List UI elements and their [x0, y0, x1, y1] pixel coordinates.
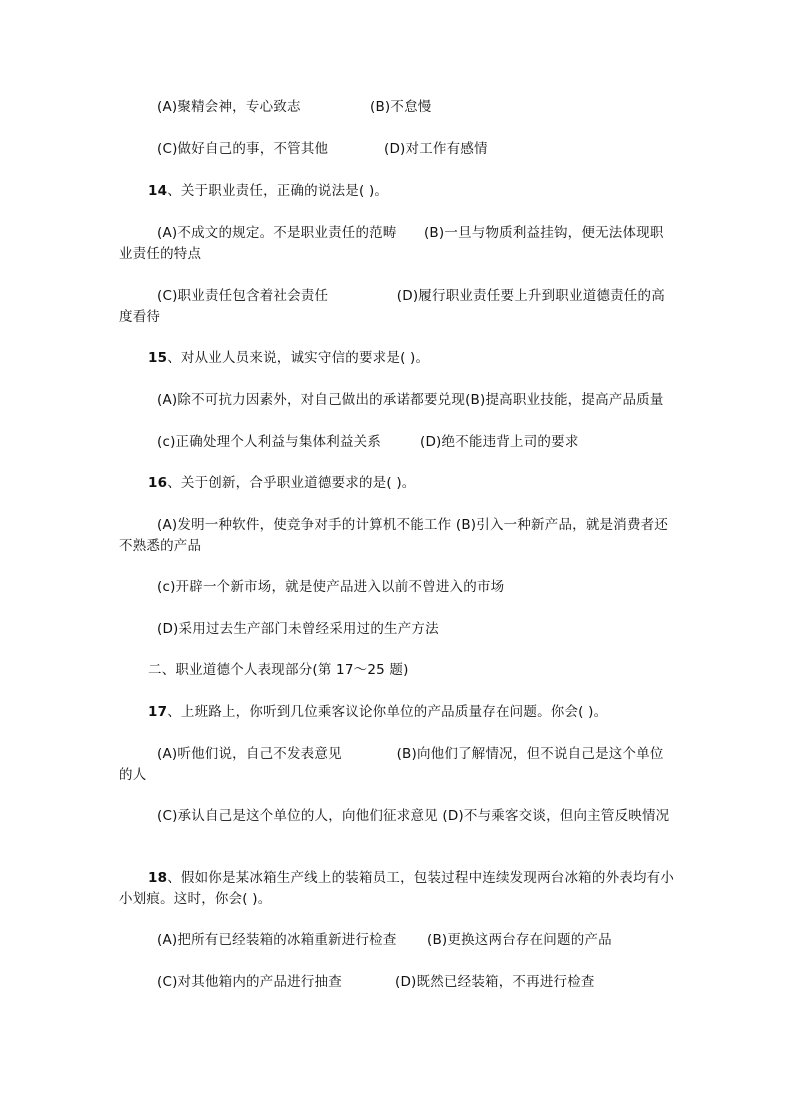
q16-options-ab: (A)发明一种软件，使竞争对手的计算机不能工作 (B)引入一种新产品，就是消费者还不熟悉的产品	[119, 517, 669, 554]
q14-options-ab: (A)不成文的规定。不是职业责任的范畴 (B)一旦与物质利益挂钩，便无法体现职业责任的特点	[119, 225, 664, 262]
question-stem: 、关于创新，合乎职业道德要求的是( )。	[167, 475, 416, 491]
question-14	[148, 181, 388, 202]
q15-option-d: (D)绝不能违背上司的要求	[420, 434, 579, 450]
q15-options-ab: (A)除不可抗力因素外，对自己做出的承诺都要兑现(B)提高职业技能，提高产品质量	[157, 392, 664, 408]
q17-options-cd: (C)承认自己是这个单位的人，向他们征求意见 (D)不与乘客交谈，但向主管反映情况	[157, 808, 670, 824]
section-2-heading: 二、职业道德个人表现部分(第 17～25 题)	[148, 662, 409, 678]
q16-option-c: (c)开辟一个新市场，就是使产品进入以前不曾进入的市场	[157, 579, 505, 595]
question-17	[148, 702, 607, 723]
question-15	[148, 348, 429, 369]
question-stem: 、关于职业责任，正确的说法是( )。	[167, 183, 389, 199]
question-number: 18	[148, 870, 168, 886]
question-stem: 、假如你是某冰箱生产线上的装箱员工，包装过程中连续发现两台冰箱的外表均有小小划痕。这时，你会( )。	[119, 870, 675, 907]
q13-option-d: (D)对工作有感情	[384, 141, 488, 157]
q16-option-d: (D)采用过去生产部门未曾经采用过的生产方法	[157, 621, 439, 637]
q18-option-a: (A)把所有已经装箱的冰箱重新进行检查	[157, 932, 397, 948]
q14-options-cd: (C)职业责任包含着社会责任 (D)履行职业责任要上升到职业道德责任的高度看待	[119, 288, 665, 325]
q13-option-b: (B)不怠慢	[370, 99, 432, 115]
q18-option-d: (D)既然已经装箱，不再进行检查	[395, 974, 595, 990]
question-number: 15	[148, 350, 168, 366]
question-stem: 、上班路上，你听到几位乘客议论你单位的产品质量存在问题。你会( )。	[167, 704, 608, 720]
question-number: 17	[148, 704, 168, 720]
q18-option-c: (C)对其他箱内的产品进行抽查	[157, 974, 342, 990]
question-number: 14	[148, 183, 168, 199]
q15-option-c: (c)正确处理个人利益与集体利益关系	[157, 434, 382, 450]
q13-option-c: (C)做好自己的事，不管其他	[157, 141, 329, 157]
question-18	[119, 868, 675, 910]
q17-options-ab: (A)听他们说，自己不发表意见 (B)向他们了解情况，但不说自己是这个单位的人	[119, 746, 664, 783]
q18-option-b: (B)更换这两台存在问题的产品	[427, 932, 612, 948]
question-16	[148, 473, 416, 494]
question-stem: 、对从业人员来说，诚实守信的要求是( )。	[167, 350, 430, 366]
q13-option-a: (A)聚精会神，专心致志	[157, 99, 301, 115]
question-number: 16	[148, 475, 168, 491]
